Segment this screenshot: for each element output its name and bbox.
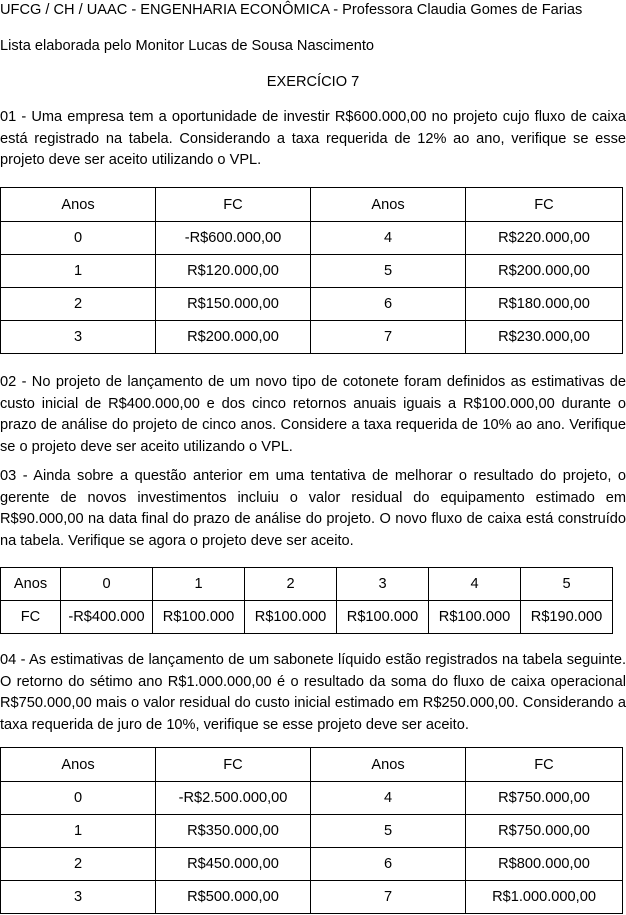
question-4-text: 04 - As estimativas de lançamento de um sabonete líquido estão registrados na tabela seguinte. O retorno do sétimo ano R$1.000.000,00 é o resultado da soma do fluxo de caixa operacional R$750.000,00 mais o valor residual do custo inicial estimado em R$250.000,00. Considerando a taxa requerida de juro de 10%, verifique se esse projeto deve ser aceito. xyxy=(0,652,626,733)
table-cell: 7 xyxy=(311,321,466,354)
table-cell: 4 xyxy=(311,782,466,815)
table-header-row xyxy=(1,188,623,222)
table-cell: FC xyxy=(1,601,61,634)
table-cell: R$200.000,00 xyxy=(466,255,623,288)
table-cell: 5 xyxy=(311,255,466,288)
table-cell: 5 xyxy=(521,568,613,601)
table-cell: -R$600.000,00 xyxy=(156,222,311,255)
table-cell: R$100.000 xyxy=(429,601,521,634)
table-cell: R$800.000,00 xyxy=(466,848,623,881)
table-cell: 1 xyxy=(1,255,156,288)
table-cell: 0 xyxy=(1,782,156,815)
table-cell: R$750.000,00 xyxy=(466,815,623,848)
table-cell: 0 xyxy=(1,222,156,255)
question-1-text: 01 - Uma empresa tem a oportunidade de investir R$600.000,00 no projeto cujo fluxo de caixa está registrado na tabela. Considerando a taxa requerida de 12% ao ano, verifique se esse projeto deve ser aceito utilizando o VPL. xyxy=(0,109,626,168)
question-3-text: 03 - Ainda sobre a questão anterior em uma tentativa de melhorar o resultado do projeto, o gerente de novos investimentos incluiu o valor residual do equipamento estimado em R$90.000,00 na data final do prazo de análise do projeto. O novo fluxo de caixa está construído na tabela. Verifique se agora o projeto deve ser aceito. xyxy=(0,468,626,549)
table-cell: Anos xyxy=(1,568,61,601)
table-row xyxy=(1,815,623,848)
table-cell: R$220.000,00 xyxy=(466,222,623,255)
header-cell: FC xyxy=(156,748,311,782)
table-row xyxy=(1,222,623,255)
header-cell: FC xyxy=(466,188,623,222)
table-cell: 4 xyxy=(311,222,466,255)
table-row xyxy=(1,288,623,321)
table-row xyxy=(1,848,623,881)
table-cell: R$230.000,00 xyxy=(466,321,623,354)
table-cell: R$190.000 xyxy=(521,601,613,634)
table-cell: 2 xyxy=(1,848,156,881)
course-header: UFCG / CH / UAAC - ENGENHARIA ECONÔMICA - Professora Claudia Gomes de Farias xyxy=(0,2,583,18)
table-cell: 0 xyxy=(61,568,153,601)
table-header-row xyxy=(1,748,623,782)
table-cell: 1 xyxy=(1,815,156,848)
header-cell: Anos xyxy=(1,748,156,782)
author-line: Lista elaborada pelo Monitor Lucas de Sousa Nascimento xyxy=(0,38,374,54)
table-cell: R$1.000.000,00 xyxy=(466,881,623,914)
table-cell: R$100.000 xyxy=(337,601,429,634)
table-cell: R$100.000 xyxy=(153,601,245,634)
question-3-table xyxy=(0,567,613,634)
table-cell: R$200.000,00 xyxy=(156,321,311,354)
header-cell: Anos xyxy=(311,748,466,782)
table-cell: R$750.000,00 xyxy=(466,782,623,815)
header-cell: Anos xyxy=(311,188,466,222)
table-cell: 2 xyxy=(1,288,156,321)
table-cell: 7 xyxy=(311,881,466,914)
table-row xyxy=(1,881,623,914)
table-cell: R$150.000,00 xyxy=(156,288,311,321)
table-row xyxy=(1,601,613,634)
table-cell: R$350.000,00 xyxy=(156,815,311,848)
question-4-table xyxy=(0,747,623,914)
table-cell: 3 xyxy=(1,321,156,354)
question-2-text: 02 - No projeto de lançamento de um novo tipo de cotonete foram definidos as estimativas de custo inicial de R$400.000,00 e dos cinco retornos anuais iguais a R$100.000,00 durante o prazo de análise do projeto de cinco anos. Considere a taxa requerida de 10% ao ano. Verifique se o projeto deve ser aceito utilizando o VPL. xyxy=(0,374,626,455)
table-row xyxy=(1,782,623,815)
table-cell: 6 xyxy=(311,848,466,881)
table-cell: -R$400.000 xyxy=(61,601,153,634)
table-cell: 2 xyxy=(245,568,337,601)
table-cell: 4 xyxy=(429,568,521,601)
table-row xyxy=(1,255,623,288)
header-cell: Anos xyxy=(1,188,156,222)
table-cell: R$500.000,00 xyxy=(156,881,311,914)
table-cell: R$100.000 xyxy=(245,601,337,634)
header-cell: FC xyxy=(466,748,623,782)
table-cell: R$450.000,00 xyxy=(156,848,311,881)
exercise-title: EXERCÍCIO 7 xyxy=(266,74,360,90)
table-cell: R$120.000,00 xyxy=(156,255,311,288)
question-1-table xyxy=(0,187,623,354)
table-cell: 1 xyxy=(153,568,245,601)
header-cell: FC xyxy=(156,188,311,222)
table-cell: 3 xyxy=(1,881,156,914)
table-cell: R$180.000,00 xyxy=(466,288,623,321)
table-row xyxy=(1,321,623,354)
table-cell: 3 xyxy=(337,568,429,601)
table-row xyxy=(1,568,613,601)
table-cell: 6 xyxy=(311,288,466,321)
table-cell: -R$2.500.000,00 xyxy=(156,782,311,815)
table-cell: 5 xyxy=(311,815,466,848)
